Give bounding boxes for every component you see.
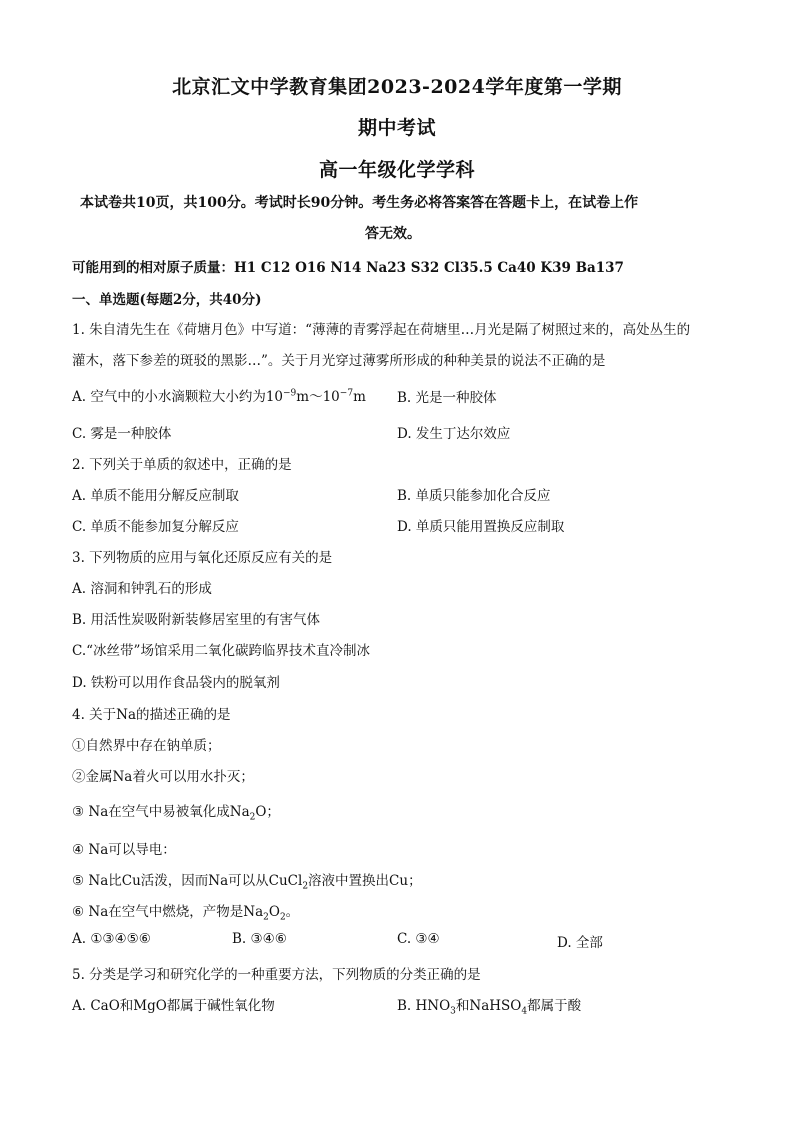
q2-stem: 2. 下列关于单质的叙述中，正确的是 bbox=[72, 457, 292, 473]
q1-option-a: A. 空气中的小水滴颗粒大小约为$10^{-9}m\sim 10^{-7}m$ bbox=[72, 388, 366, 405]
q4-option-d: D. 全部 bbox=[557, 935, 603, 951]
section-heading: 一、单选题(每题2分，共40分) bbox=[72, 292, 262, 308]
q4-option-b: B. ③④⑥ bbox=[232, 931, 287, 947]
q5-option-b: B. $HNO_3$和NaHSO$_4$都属于酸 bbox=[397, 998, 582, 1017]
q4-item-5: ⑤ Na比Cu活泼，因而Na可以从CuCl$_2$溶液中置换出Cu； bbox=[72, 873, 422, 892]
q3-option-c: C.“冰丝带”场馆采用二氧化碳跨临界技术直冷制冰 bbox=[72, 643, 370, 659]
q4-option-c: C. ③④ bbox=[397, 931, 440, 947]
q4-item-6: ⑥ Na在空气中燃烧，产物是$Na_2O_2$。 bbox=[72, 904, 300, 923]
q1-option-d: D. 发生丁达尔效应 bbox=[397, 426, 511, 442]
q1-option-b: B. 光是一种胶体 bbox=[397, 390, 497, 406]
q2-option-b: B. 单质只能参加化合反应 bbox=[397, 488, 551, 504]
exam-title: 北京汇文中学教育集团2023-2024学年度第一学期 bbox=[172, 76, 622, 98]
q2-option-a: A. 单质不能用分解反应制取 bbox=[72, 488, 239, 504]
q4-stem: 4. 关于Na的描述正确的是 bbox=[72, 707, 231, 723]
q3-option-b: B. 用活性炭吸附新装修居室里的有害气体 bbox=[72, 612, 321, 628]
q5-stem: 5. 分类是学习和研究化学的一种重要方法，下列物质的分类正确的是 bbox=[72, 967, 481, 983]
exam-subject: 高一年级化学学科 bbox=[318, 159, 475, 181]
q5-option-a: A. CaO和MgO都属于碱性氧化物 bbox=[72, 998, 275, 1014]
q1-stem-line1: 1. 朱自清先生在《荷塘月色》中写道：“薄薄的青雾浮起在荷塘里…月光是隔了树照过来的，高处丛生的 bbox=[72, 322, 691, 338]
q3-option-d: D. 铁粉可以用作食品袋内的脱氧剂 bbox=[72, 675, 280, 691]
q2-option-d: D. 单质只能用置换反应制取 bbox=[397, 519, 565, 535]
q1-option-c: C. 雾是一种胶体 bbox=[72, 426, 172, 442]
exam-subtitle: 期中考试 bbox=[357, 117, 436, 139]
atomic-masses: 可能用到的相对原子质量：H1 C12 O16 N14 Na23 S32 Cl35.5 Ca40 K39 Ba137 bbox=[72, 260, 624, 276]
q3-option-a: A. 溶洞和钟乳石的形成 bbox=[72, 581, 212, 597]
q4-item-3: ③ Na在空气中易被氧化成$Na_2O$； bbox=[72, 804, 280, 823]
instructions-line2: 答无效。 bbox=[365, 226, 421, 242]
q4-item-4: ④ Na可以导电： bbox=[72, 842, 176, 858]
q1-stem-line2: 灌木，落下参差的斑驳的黑影…”。关于月光穿过薄雾所形成的种种美景的说法不正确的是 bbox=[72, 353, 606, 369]
q4-item-1: ①自然界中存在钠单质； bbox=[72, 738, 221, 754]
instructions-line1: 本试卷共10页，共100分。考试时长90分钟。考生务必将答案答在答题卡上，在试卷上作 bbox=[80, 195, 639, 211]
q4-item-2: ②金属Na着火可以用水扑灭； bbox=[72, 769, 254, 785]
q4-option-a: A. ①③④⑤⑥ bbox=[72, 931, 151, 947]
q2-option-c: C. 单质不能参加复分解反应 bbox=[72, 519, 239, 535]
q3-stem: 3. 下列物质的应用与氧化还原反应有关的是 bbox=[72, 550, 333, 566]
